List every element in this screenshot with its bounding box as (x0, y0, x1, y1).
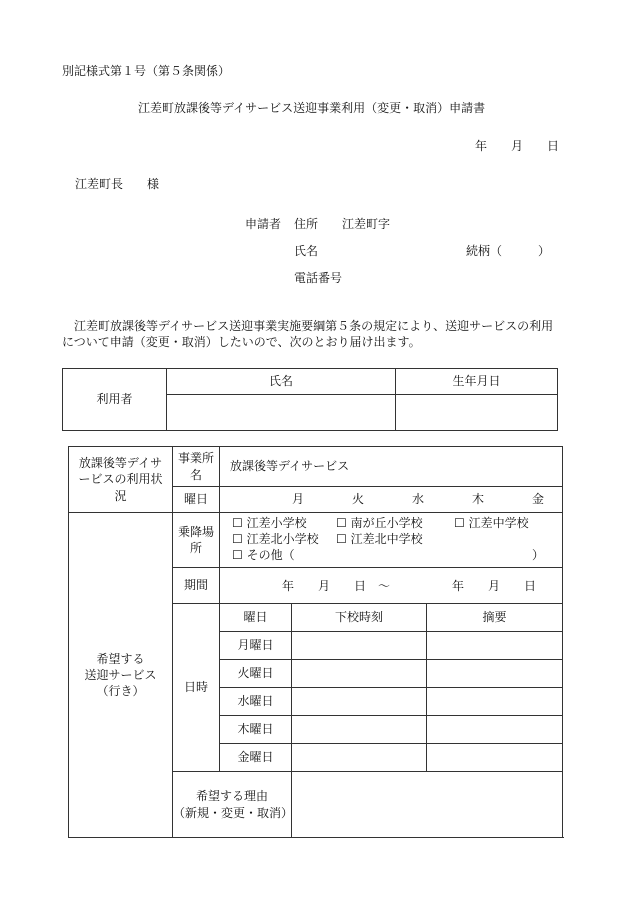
reason-label: 希望する理由 （新規・変更・取消） (173, 772, 292, 838)
transport-label: 希望する 送迎サービス （行き） (69, 513, 173, 838)
user-birth-field[interactable] (396, 395, 558, 431)
schedule-note-field[interactable] (427, 744, 563, 772)
schedule-day: 金曜日 (220, 744, 292, 772)
schedule-time-field[interactable] (292, 716, 427, 744)
school-option[interactable]: ☐ 江差北小学校 (232, 532, 319, 546)
schedule-label: 日時 (173, 604, 220, 772)
schedule-note-field[interactable] (427, 688, 563, 716)
schedule-time-field[interactable] (292, 660, 427, 688)
applicant-label: 申請者 (245, 217, 282, 231)
reason-field[interactable] (292, 772, 563, 838)
weekday-label: 曜日 (173, 487, 220, 513)
schedule-time-field[interactable] (292, 632, 427, 660)
schedule-time-field[interactable] (292, 688, 427, 716)
school-option[interactable]: ☐ 江差中学校 (454, 516, 529, 530)
schedule-day: 水曜日 (220, 688, 292, 716)
dropoff-label: 乗降場所 (173, 513, 220, 568)
service-table (68, 446, 563, 838)
facility-label: 事業所名 (173, 447, 220, 487)
user-row-label: 利用者 (63, 369, 167, 431)
schedule-note-field[interactable] (427, 660, 563, 688)
period-end: 年 月 日 (452, 578, 537, 593)
intro-line-1: 江差町放課後等デイサービス送迎事業実施要綱第５条の規定により、送迎サービスの利用 (74, 319, 554, 333)
other-close: ） (532, 548, 545, 562)
addressee: 江差町長 様 (75, 177, 160, 191)
period-start: 年 月 日 ～ (282, 578, 391, 593)
user-col-birth: 生年月日 (396, 369, 558, 395)
user-col-name: 氏名 (167, 369, 396, 395)
period-field[interactable] (220, 568, 563, 604)
other-option[interactable]: ☐ その他（ (232, 548, 295, 562)
schedule-time-field[interactable] (292, 744, 427, 772)
address-label: 住所 (294, 217, 319, 231)
form-title: 江差町放課後等デイサービス送迎事業利用（変更・取消）申請書 (138, 101, 486, 115)
status-label: 放課後等デイサービスの利用状況 (69, 447, 173, 513)
schedule-day: 火曜日 (220, 660, 292, 688)
facility-value: 放課後等デイサービス (220, 447, 563, 487)
school-option[interactable]: ☐ 江差小学校 (232, 516, 307, 530)
schedule-note-field[interactable] (427, 632, 563, 660)
intro-line-2: について申請（変更・取消）したいので、次のとおり届け出ます。 (62, 335, 421, 349)
user-name-field[interactable] (167, 395, 396, 431)
school-option[interactable]: ☐ 南が丘小学校 (336, 516, 423, 530)
form-number: 別記様式第１号（第５条関係） (62, 64, 231, 78)
schedule-header-time: 下校時刻 (292, 604, 427, 632)
user-table (62, 368, 558, 431)
address-value: 江差町字 (342, 217, 391, 231)
schedule-header-day: 曜日 (220, 604, 292, 632)
phone-label: 電話番号 (294, 271, 343, 285)
school-option[interactable]: ☐ 江差北中学校 (336, 532, 423, 546)
schedule-day: 月曜日 (220, 632, 292, 660)
schedule-header-note: 摘要 (427, 604, 563, 632)
name-label: 氏名 (294, 244, 319, 258)
dropoff-options (220, 513, 563, 568)
schedule-day: 木曜日 (220, 716, 292, 744)
relation-label: 続柄（ ） (466, 244, 551, 258)
period-label: 期間 (173, 568, 220, 604)
date-line: 年 月 日 (475, 139, 560, 153)
weekday-list: 月 火 水 木 金 (220, 487, 563, 513)
schedule-note-field[interactable] (427, 716, 563, 744)
